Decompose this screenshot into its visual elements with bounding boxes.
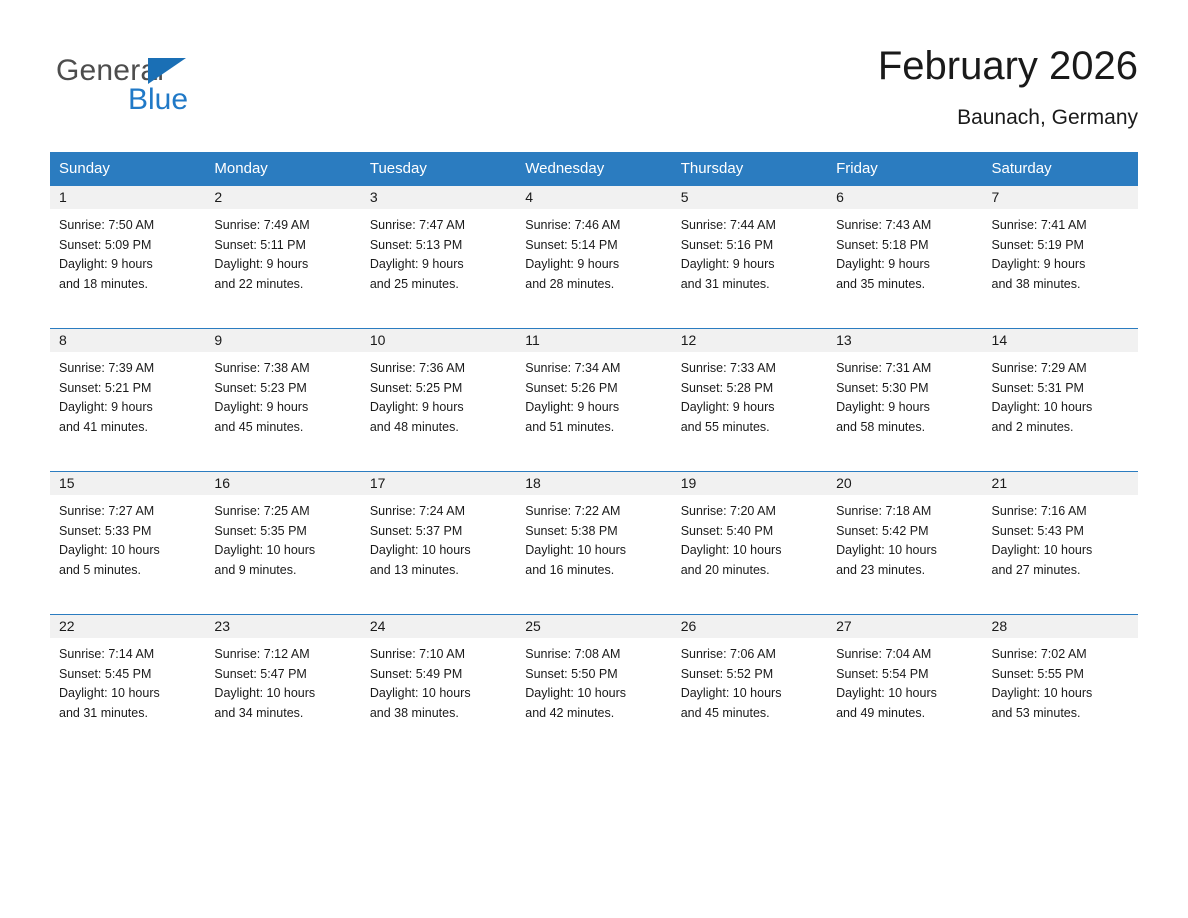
day-cell[interactable] xyxy=(827,614,982,757)
day-number: 4 xyxy=(516,185,671,209)
day-info xyxy=(672,352,827,437)
day-number: 19 xyxy=(672,471,827,495)
day-cell[interactable] xyxy=(361,471,516,614)
daylight-text-line2: and 22 minutes. xyxy=(214,276,304,291)
day-cell[interactable] xyxy=(205,328,360,471)
day-info xyxy=(516,495,671,580)
day-number: 5 xyxy=(672,185,827,209)
daylight-text-line1: Daylight: 10 hours xyxy=(525,543,627,557)
sunset-text: Sunset: 5:45 PM xyxy=(59,666,152,681)
daylight-text-line2: and 2 minutes. xyxy=(991,419,1074,434)
day-info xyxy=(50,495,205,580)
sunset-text: Sunset: 5:21 PM xyxy=(59,380,152,395)
sunset-text: Sunset: 5:09 PM xyxy=(59,237,152,252)
sunrise-text: Sunrise: 7:49 AM xyxy=(214,218,310,232)
day-cell[interactable] xyxy=(205,471,360,614)
sunset-text: Sunset: 5:23 PM xyxy=(214,380,307,395)
daylight-text-line2: and 27 minutes. xyxy=(991,562,1081,577)
sunrise-text: Sunrise: 7:31 AM xyxy=(836,361,932,375)
daylight-text-line2: and 25 minutes. xyxy=(369,276,459,291)
day-number: 1 xyxy=(50,185,205,209)
weekday-header-tuesday: Tuesday xyxy=(361,152,516,185)
day-cell[interactable] xyxy=(827,185,982,328)
sunrise-text: Sunrise: 7:47 AM xyxy=(369,218,466,232)
sunset-text: Sunset: 5:14 PM xyxy=(525,237,618,252)
daylight-text-line1: Daylight: 10 hours xyxy=(369,686,471,700)
day-number: 12 xyxy=(672,328,827,352)
day-cell[interactable] xyxy=(983,614,1138,757)
day-number: 27 xyxy=(827,614,982,638)
daylight-text-line2: and 48 minutes. xyxy=(369,419,459,434)
day-cell[interactable] xyxy=(50,328,205,471)
daylight-text-line2: and 35 minutes. xyxy=(836,276,926,291)
sunrise-text: Sunrise: 7:10 AM xyxy=(369,647,466,661)
day-cell[interactable] xyxy=(983,185,1138,328)
day-number: 24 xyxy=(361,614,516,638)
day-info xyxy=(827,352,982,437)
day-cell[interactable] xyxy=(827,328,982,471)
day-number: 18 xyxy=(516,471,671,495)
daylight-text-line2: and 31 minutes. xyxy=(680,276,770,291)
day-info xyxy=(205,352,360,437)
sunrise-text: Sunrise: 7:06 AM xyxy=(680,647,776,661)
weekday-header-saturday: Saturday xyxy=(983,152,1138,185)
logo-text-general: General xyxy=(56,54,165,87)
daylight-text-line2: and 38 minutes. xyxy=(991,276,1081,291)
sunrise-sunset-calendar xyxy=(50,152,1138,757)
sunrise-text: Sunrise: 7:04 AM xyxy=(836,647,932,661)
title-block xyxy=(878,42,1138,130)
day-number: 8 xyxy=(50,328,205,352)
daylight-text-line1: Daylight: 10 hours xyxy=(214,543,316,557)
sunset-text: Sunset: 5:38 PM xyxy=(525,523,618,538)
day-cell[interactable] xyxy=(361,185,516,328)
daylight-text-line1: Daylight: 9 hours xyxy=(525,400,620,414)
sunset-text: Sunset: 5:40 PM xyxy=(680,523,774,538)
daylight-text-line1: Daylight: 10 hours xyxy=(836,686,937,700)
daylight-text-line1: Daylight: 10 hours xyxy=(59,686,160,700)
sunset-text: Sunset: 5:11 PM xyxy=(214,237,306,252)
daylight-text-line2: and 18 minutes. xyxy=(59,276,148,291)
sunrise-text: Sunrise: 7:20 AM xyxy=(680,504,776,518)
daylight-text-line1: Daylight: 9 hours xyxy=(59,400,153,414)
calendar-week-row xyxy=(50,614,1138,757)
daylight-text-line2: and 49 minutes. xyxy=(836,705,926,720)
day-number: 20 xyxy=(827,471,982,495)
day-number: 21 xyxy=(983,471,1138,495)
daylight-text-line2: and 51 minutes. xyxy=(525,419,615,434)
sunrise-text: Sunrise: 7:38 AM xyxy=(214,361,310,375)
day-cell[interactable] xyxy=(516,471,671,614)
daylight-text-line2: and 9 minutes. xyxy=(214,562,297,577)
day-info xyxy=(827,638,982,723)
day-info xyxy=(827,495,982,580)
daylight-text-line1: Daylight: 9 hours xyxy=(836,257,930,271)
day-info xyxy=(205,495,360,580)
day-number: 16 xyxy=(205,471,360,495)
sunrise-text: Sunrise: 7:25 AM xyxy=(214,504,310,518)
sunrise-text: Sunrise: 7:44 AM xyxy=(680,218,776,232)
sunset-text: Sunset: 5:30 PM xyxy=(836,380,929,395)
sunset-text: Sunset: 5:43 PM xyxy=(991,523,1084,538)
sunset-text: Sunset: 5:13 PM xyxy=(369,237,463,252)
daylight-text-line2: and 34 minutes. xyxy=(214,705,304,720)
daylight-text-line1: Daylight: 10 hours xyxy=(836,543,937,557)
day-info xyxy=(361,495,516,580)
daylight-text-line2: and 28 minutes. xyxy=(525,276,615,291)
calendar-week-row xyxy=(50,185,1138,328)
day-number: 17 xyxy=(361,471,516,495)
sunrise-text: Sunrise: 7:50 AM xyxy=(59,218,155,232)
day-info xyxy=(205,638,360,723)
sunset-text: Sunset: 5:49 PM xyxy=(369,666,463,681)
sunset-text: Sunset: 5:28 PM xyxy=(680,380,774,395)
day-info xyxy=(672,209,827,294)
weekday-header-wednesday: Wednesday xyxy=(516,152,671,185)
daylight-text-line1: Daylight: 10 hours xyxy=(525,686,627,700)
daylight-text-line1: Daylight: 9 hours xyxy=(680,400,775,414)
calendar-week-row xyxy=(50,471,1138,614)
sunrise-text: Sunrise: 7:16 AM xyxy=(991,504,1087,518)
logo-triangle-icon xyxy=(148,58,186,84)
daylight-text-line1: Daylight: 10 hours xyxy=(680,543,782,557)
sunset-text: Sunset: 5:18 PM xyxy=(836,237,929,252)
sunset-text: Sunset: 5:52 PM xyxy=(680,666,774,681)
day-info xyxy=(361,638,516,723)
daylight-text-line1: Daylight: 9 hours xyxy=(214,257,309,271)
day-cell[interactable] xyxy=(205,185,360,328)
daylight-text-line2: and 58 minutes. xyxy=(836,419,926,434)
sunrise-text: Sunrise: 7:18 AM xyxy=(836,504,932,518)
day-info xyxy=(827,209,982,294)
daylight-text-line1: Daylight: 10 hours xyxy=(991,686,1093,700)
day-cell[interactable] xyxy=(672,185,827,328)
day-number: 2 xyxy=(205,185,360,209)
day-number: 10 xyxy=(361,328,516,352)
day-info xyxy=(516,209,671,294)
weekday-header-monday: Monday xyxy=(205,152,360,185)
sunset-text: Sunset: 5:35 PM xyxy=(214,523,307,538)
day-cell[interactable] xyxy=(516,328,671,471)
day-number: 7 xyxy=(983,185,1138,209)
daylight-text-line1: Daylight: 9 hours xyxy=(369,257,464,271)
day-number: 11 xyxy=(516,328,671,352)
daylight-text-line1: Daylight: 10 hours xyxy=(991,400,1093,414)
sunset-text: Sunset: 5:33 PM xyxy=(59,523,152,538)
sunrise-text: Sunrise: 7:36 AM xyxy=(369,361,466,375)
sunrise-text: Sunrise: 7:27 AM xyxy=(59,504,155,518)
day-number: 3 xyxy=(361,185,516,209)
generalblue-logo xyxy=(50,42,230,116)
sunrise-text: Sunrise: 7:43 AM xyxy=(836,218,932,232)
sunrise-text: Sunrise: 7:39 AM xyxy=(59,361,155,375)
daylight-text-line1: Daylight: 10 hours xyxy=(680,686,782,700)
sunset-text: Sunset: 5:42 PM xyxy=(836,523,929,538)
day-number: 13 xyxy=(827,328,982,352)
daylight-text-line2: and 42 minutes. xyxy=(525,705,615,720)
daylight-text-line2: and 41 minutes. xyxy=(59,419,148,434)
day-info xyxy=(50,638,205,723)
daylight-text-line2: and 13 minutes. xyxy=(369,562,459,577)
daylight-text-line2: and 45 minutes. xyxy=(680,705,770,720)
day-cell[interactable] xyxy=(672,614,827,757)
sunset-text: Sunset: 5:19 PM xyxy=(991,237,1084,252)
day-cell[interactable] xyxy=(361,328,516,471)
day-info xyxy=(516,638,671,723)
daylight-text-line2: and 20 minutes. xyxy=(680,562,770,577)
day-cell[interactable] xyxy=(983,328,1138,471)
daylight-text-line2: and 55 minutes. xyxy=(680,419,770,434)
daylight-text-line2: and 23 minutes. xyxy=(836,562,926,577)
day-cell[interactable] xyxy=(672,328,827,471)
sunrise-text: Sunrise: 7:02 AM xyxy=(991,647,1087,661)
day-info xyxy=(672,495,827,580)
daylight-text-line2: and 31 minutes. xyxy=(59,705,148,720)
day-info xyxy=(205,209,360,294)
sunset-text: Sunset: 5:16 PM xyxy=(680,237,774,252)
daylight-text-line1: Daylight: 9 hours xyxy=(525,257,620,271)
day-number: 25 xyxy=(516,614,671,638)
day-number: 28 xyxy=(983,614,1138,638)
day-info xyxy=(983,209,1138,294)
day-number: 22 xyxy=(50,614,205,638)
daylight-text-line1: Daylight: 9 hours xyxy=(369,400,464,414)
sunset-text: Sunset: 5:54 PM xyxy=(836,666,929,681)
daylight-text-line2: and 5 minutes. xyxy=(59,562,141,577)
day-info xyxy=(983,495,1138,580)
day-info xyxy=(361,352,516,437)
daylight-text-line1: Daylight: 9 hours xyxy=(991,257,1086,271)
sunrise-text: Sunrise: 7:46 AM xyxy=(525,218,621,232)
daylight-text-line2: and 38 minutes. xyxy=(369,705,459,720)
daylight-text-line1: Daylight: 9 hours xyxy=(59,257,153,271)
day-number: 15 xyxy=(50,471,205,495)
sunrise-text: Sunrise: 7:08 AM xyxy=(525,647,621,661)
day-info xyxy=(672,638,827,723)
sunrise-text: Sunrise: 7:12 AM xyxy=(214,647,310,661)
sunset-text: Sunset: 5:37 PM xyxy=(369,523,463,538)
day-info xyxy=(983,352,1138,437)
calendar-week-row xyxy=(50,328,1138,471)
weekday-header-sunday: Sunday xyxy=(50,152,205,185)
sunrise-text: Sunrise: 7:14 AM xyxy=(59,647,155,661)
sunrise-text: Sunrise: 7:33 AM xyxy=(680,361,776,375)
day-number: 14 xyxy=(983,328,1138,352)
day-cell[interactable] xyxy=(672,471,827,614)
day-info xyxy=(516,352,671,437)
day-info xyxy=(983,638,1138,723)
day-info xyxy=(50,352,205,437)
day-number: 23 xyxy=(205,614,360,638)
sunrise-text: Sunrise: 7:24 AM xyxy=(369,504,466,518)
day-number: 9 xyxy=(205,328,360,352)
day-cell[interactable] xyxy=(205,614,360,757)
day-number: 6 xyxy=(827,185,982,209)
day-cell[interactable] xyxy=(50,471,205,614)
logo-text-blue: Blue xyxy=(128,83,189,116)
day-cell[interactable] xyxy=(361,614,516,757)
daylight-text-line2: and 16 minutes. xyxy=(525,562,615,577)
day-cell[interactable] xyxy=(50,614,205,757)
sunset-text: Sunset: 5:26 PM xyxy=(525,380,618,395)
day-cell[interactable] xyxy=(516,185,671,328)
sunrise-text: Sunrise: 7:41 AM xyxy=(991,218,1087,232)
daylight-text-line1: Daylight: 10 hours xyxy=(214,686,316,700)
sunset-text: Sunset: 5:50 PM xyxy=(525,666,618,681)
daylight-text-line1: Daylight: 10 hours xyxy=(369,543,471,557)
location-subtitle: Baunach, Germany xyxy=(957,106,1138,129)
sunrise-text: Sunrise: 7:34 AM xyxy=(525,361,621,375)
weekday-header-row xyxy=(50,152,1138,185)
weekday-header-thursday: Thursday xyxy=(672,152,827,185)
sunset-text: Sunset: 5:31 PM xyxy=(991,380,1084,395)
day-number: 26 xyxy=(672,614,827,638)
sunrise-text: Sunrise: 7:29 AM xyxy=(991,361,1087,375)
page-header xyxy=(50,0,1138,130)
daylight-text-line1: Daylight: 9 hours xyxy=(214,400,309,414)
day-info xyxy=(361,209,516,294)
weekday-header-friday: Friday xyxy=(827,152,982,185)
daylight-text-line2: and 45 minutes. xyxy=(214,419,304,434)
daylight-text-line1: Daylight: 10 hours xyxy=(991,543,1093,557)
sunset-text: Sunset: 5:47 PM xyxy=(214,666,307,681)
day-cell[interactable] xyxy=(983,471,1138,614)
daylight-text-line2: and 53 minutes. xyxy=(991,705,1081,720)
sunrise-text: Sunrise: 7:22 AM xyxy=(525,504,621,518)
day-cell[interactable] xyxy=(50,185,205,328)
daylight-text-line1: Daylight: 9 hours xyxy=(836,400,930,414)
sunset-text: Sunset: 5:25 PM xyxy=(369,380,463,395)
day-info xyxy=(50,209,205,294)
daylight-text-line1: Daylight: 9 hours xyxy=(680,257,775,271)
daylight-text-line1: Daylight: 10 hours xyxy=(59,543,160,557)
page-title: February 2026 xyxy=(877,44,1138,88)
sunset-text: Sunset: 5:55 PM xyxy=(991,666,1084,681)
day-cell[interactable] xyxy=(827,471,982,614)
day-cell[interactable] xyxy=(516,614,671,757)
